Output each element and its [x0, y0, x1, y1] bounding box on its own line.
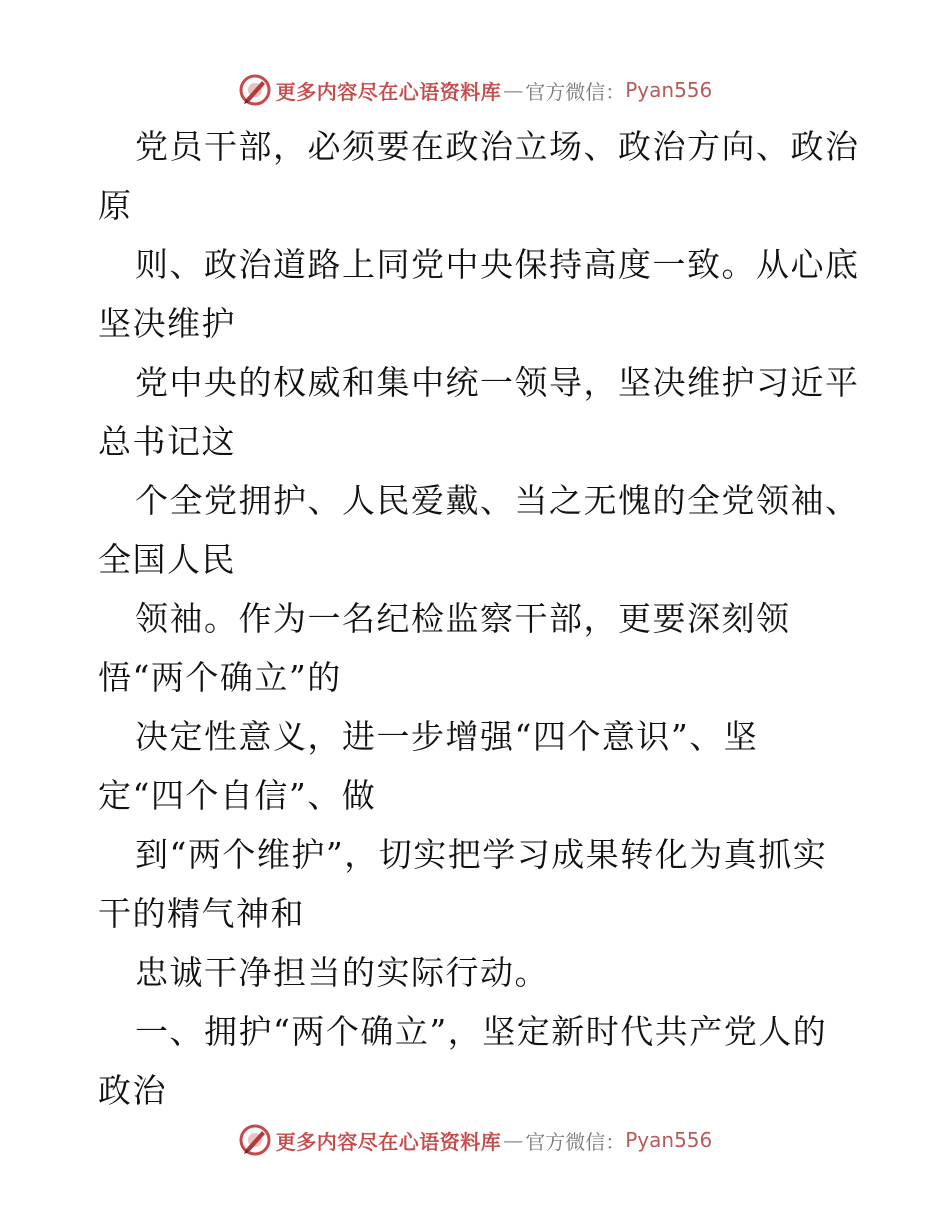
wechat-label: 官方微信：: [525, 1129, 626, 1154]
text-line: 定“四个自信”、做: [98, 776, 377, 815]
text-line: 个全党拥护、人民爱戴、当之无愧的全党领袖、: [135, 481, 860, 520]
text-line: 党中央的权威和集中统一领导，坚决维护习近平: [135, 363, 860, 402]
text-line: 总书记这: [98, 422, 236, 461]
text-line: 全国人民: [98, 540, 236, 579]
footer-watermark: [0, 1120, 950, 1160]
red-pen-circle-logo-icon: [238, 1123, 272, 1157]
wechat-label: 官方微信：: [525, 79, 626, 104]
red-pen-circle-logo-icon: [238, 73, 272, 107]
text-line: 原: [98, 186, 133, 225]
wechat-id: Pyan556: [625, 1128, 713, 1152]
wechat-id: Pyan556: [625, 78, 713, 102]
text-line: 决定性意义，进一步增强“四个意识”、坚: [135, 717, 759, 756]
separator: —: [503, 1128, 524, 1152]
text-line: 则、政治道路上同党中央保持高度一致。从心底: [135, 245, 860, 284]
text-line: 到“两个维护”，切实把学习成果转化为真抓实: [135, 835, 828, 874]
header-watermark: [0, 70, 950, 110]
text-line: 忠诚干净担当的实际行动。: [135, 953, 549, 992]
text-line: 党员干部，必须要在政治立场、政治方向、政治: [135, 127, 860, 166]
document-body: [98, 117, 898, 1120]
text-line: 一、拥护“两个确立”，坚定新时代共产党人的: [135, 1012, 828, 1051]
text-line: 坚决维护: [98, 304, 236, 343]
text-line: 政治: [98, 1071, 167, 1110]
text-line: 领袖。作为一名纪检监察干部，更要深刻领: [135, 599, 791, 638]
text-line: 悟“两个确立”的: [98, 658, 342, 697]
brand-text: 更多内容尽在心语资料库: [275, 79, 502, 104]
separator: —: [503, 78, 524, 102]
brand-text: 更多内容尽在心语资料库: [275, 1129, 502, 1154]
text-line: 干的精气神和: [98, 894, 305, 933]
